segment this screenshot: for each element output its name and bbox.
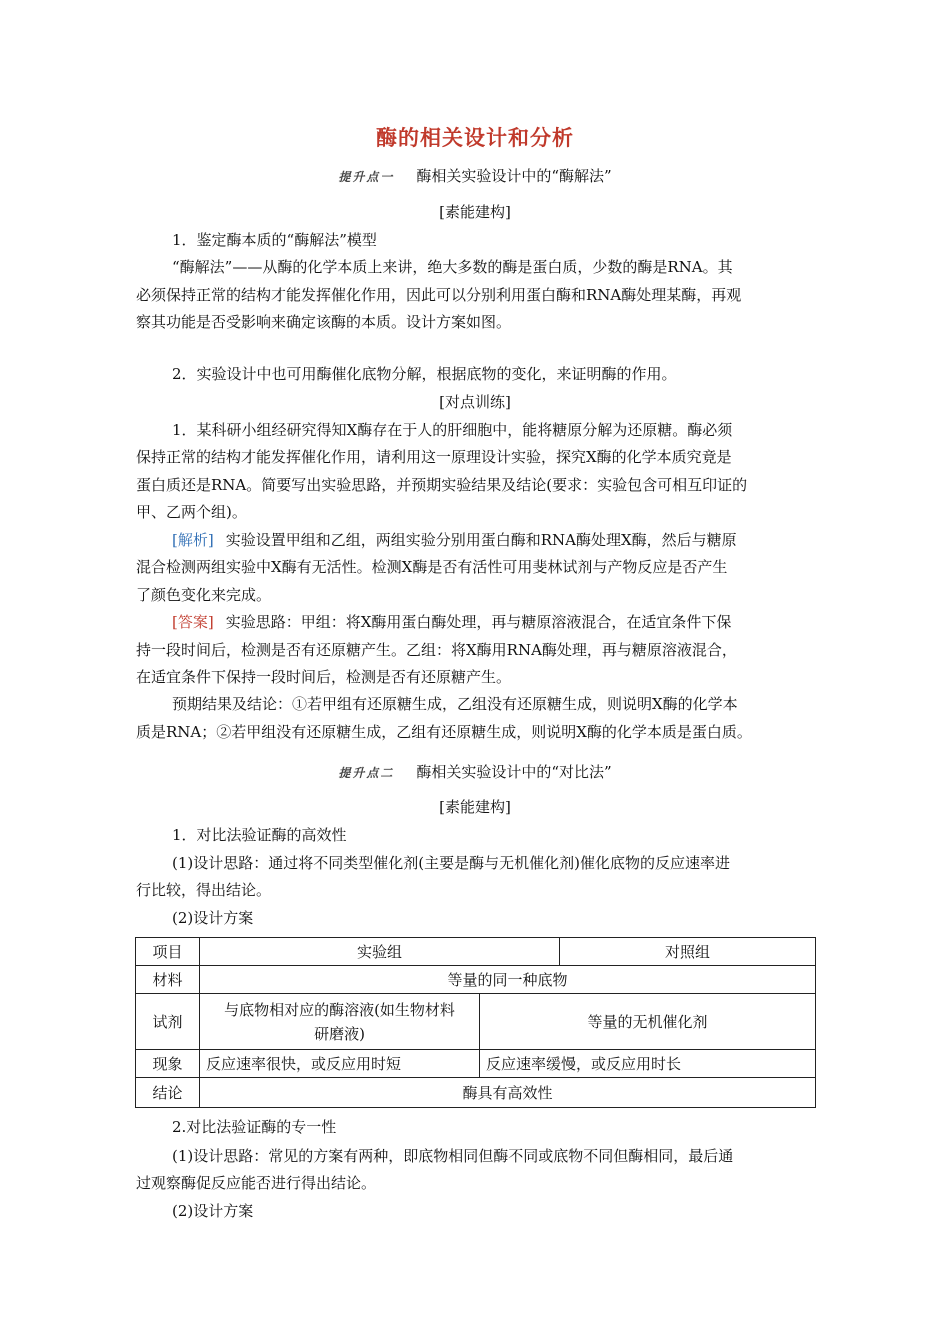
paragraph-line: (2)设计方案	[172, 1202, 254, 1220]
analysis-line	[172, 529, 816, 550]
table-cell: 反应速率很快，或反应用时短	[200, 1050, 480, 1078]
cell-line: 研磨液)	[314, 1024, 365, 1043]
table-cell: 对照组	[560, 938, 816, 966]
question-line: 保持正常的结构才能发挥催化作用，请利用这一原理设计实验，探究X酶的化学本质究竟是	[136, 448, 732, 466]
paragraph-title: 2.对比法验证酶的专一性	[172, 1118, 337, 1136]
section-2-badge: 提升点二	[338, 766, 395, 780]
section-1-badge: 提升点一	[338, 170, 395, 184]
section-1-heading	[0, 165, 950, 186]
question-line: 蛋白质还是RNA。简要写出实验思路，并预期实验结果及结论(要求：实验包含可相互印证的	[136, 476, 748, 494]
table-cell: 材料	[136, 966, 200, 994]
answer-line: 在适宜条件下保持一段时间后，检测是否有还原糖产生。	[136, 668, 512, 686]
paragraph-line: (1)设计思路：常见的方案有两种，即底物相同但酶不同或底物不同但酶相同，最后通	[172, 1147, 734, 1165]
comparison-table	[135, 937, 816, 1108]
table-row	[136, 1050, 816, 1078]
paragraph-line: 察其功能是否受影响来确定该酶的本质。设计方案如图。	[136, 313, 512, 331]
question-line: 1．某科研小组经研究得知X酶存在于人的肝细胞中，能将糖原分解为还原糖。酶必须	[172, 421, 733, 439]
table-cell: 结论	[136, 1078, 200, 1108]
answer-tag: [答案]	[172, 613, 214, 631]
table-row	[136, 938, 816, 966]
table-cell: 项目	[136, 938, 200, 966]
paragraph-line: 行比较，得出结论。	[136, 881, 272, 899]
table-row	[136, 1078, 816, 1108]
table-row	[136, 994, 816, 1050]
answer-line	[172, 611, 816, 632]
section-2-title: 酶相关实验设计中的“对比法”	[416, 763, 612, 781]
paragraph-title: 1．对比法验证酶的高效性	[172, 826, 347, 844]
analysis-text: 实验设置甲组和乙组，两组实验分别用蛋白酶和RNA酶处理X酶，然后与糖原	[225, 531, 737, 549]
table-cell: 等量的同一种底物	[200, 966, 816, 994]
cell-line: 与底物相对应的酶溶液(如生物材料	[224, 1000, 455, 1019]
paragraph-line: (2)设计方案	[172, 909, 254, 927]
table-cell: 试剂	[136, 994, 200, 1050]
paragraph-title: 1．鉴定酶本质的“酶解法”模型	[172, 231, 377, 249]
page-title: 酶的相关设计和分析	[376, 125, 574, 150]
paragraph-line: “酶解法”——从酶的化学本质上来讲，绝大多数的酶是蛋白质，少数的酶是RNA。其	[172, 258, 733, 276]
answer-line: 持一段时间后，检测是否有还原糖产生。乙组：将X酶用RNA酶处理，再与糖原溶液混合，	[136, 641, 737, 659]
bracket-label: [素能建构]	[439, 798, 511, 816]
answer-line: 预期结果及结论：①若甲组有还原糖生成，乙组没有还原糖生成，则说明X酶的化学本	[172, 695, 738, 713]
question-line: 甲、乙两个组)。	[136, 503, 247, 521]
table-cell: 现象	[136, 1050, 200, 1078]
analysis-line: 了颜色变化来完成。	[136, 586, 272, 604]
paragraph-line: 过观察酶促反应能否进行得出结论。	[136, 1174, 377, 1192]
table-cell: 等量的无机催化剂	[480, 994, 816, 1050]
paragraph-line: 必须保持正常的结构才能发挥催化作用，因此可以分别利用蛋白酶和RNA酶处理某酶，再观	[136, 286, 742, 304]
analysis-line: 混合检测两组实验中X酶有无活性。检测X酶是否有活性可用斐林试剂与产物反应是否产生	[136, 558, 728, 576]
bracket-label: [素能建构]	[439, 203, 511, 221]
section-1-title: 酶相关实验设计中的“酶解法”	[416, 167, 612, 185]
table-row	[136, 966, 816, 994]
table-cell: 反应速率缓慢，或反应用时长	[480, 1050, 816, 1078]
analysis-tag: [解析]	[172, 531, 214, 549]
paragraph-line: (1)设计思路：通过将不同类型催化剂(主要是酶与无机催化剂)催化底物的反应速率进	[172, 854, 730, 872]
table-cell	[200, 994, 480, 1050]
answer-line: 质是RNA；②若甲组没有还原糖生成，乙组有还原糖生成，则说明X酶的化学本质是蛋白质。	[136, 723, 752, 741]
bracket-label: [对点训练]	[439, 393, 511, 411]
table-cell: 实验组	[200, 938, 560, 966]
paragraph-line: 2．实验设计中也可用酶催化底物分解，根据底物的变化，来证明酶的作用。	[172, 365, 677, 383]
table-cell: 酶具有高效性	[200, 1078, 816, 1108]
section-2-heading	[0, 761, 950, 782]
answer-text: 实验思路：甲组：将X酶用蛋白酶处理，再与糖原溶液混合，在适宜条件下保	[225, 613, 732, 631]
